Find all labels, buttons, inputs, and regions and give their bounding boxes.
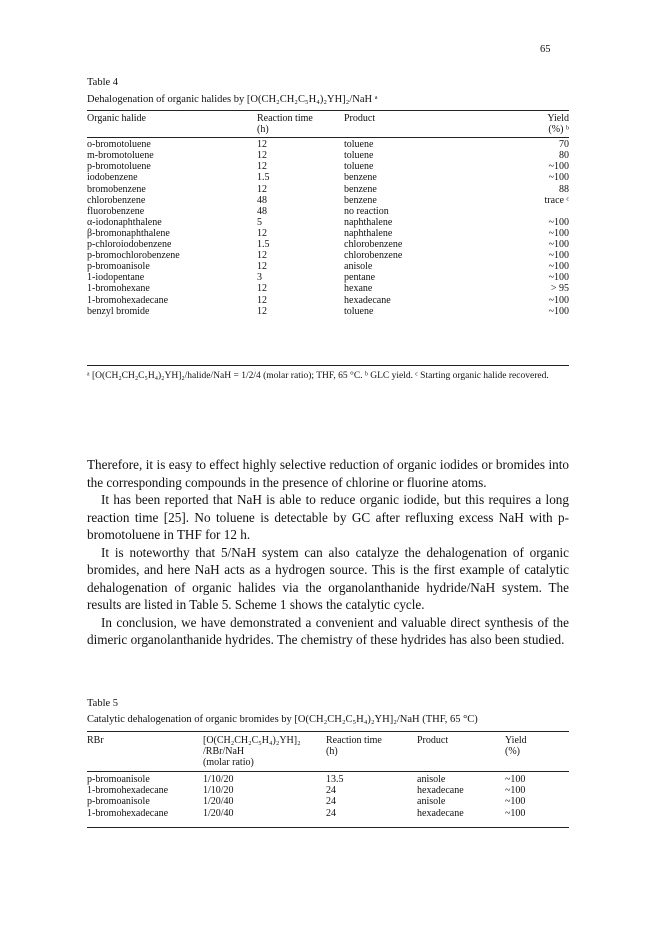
table5-header-time: Reaction time [326, 735, 382, 746]
table5 [87, 735, 569, 819]
body-text [87, 456, 569, 649]
table5-header-time-unit: (h) [326, 746, 338, 758]
table5-title: Catalytic dehalogenation of organic bromides by [O(CH₂CH₂C₅H₄)₂YH]₂/NaH (THF, 65 °C) [87, 714, 478, 725]
table-row: fluorobenzene 48 no reaction [87, 205, 389, 217]
table4-header-units-row [87, 124, 569, 135]
table-row: bromobenzene 12 benzene 88 [87, 183, 569, 195]
paragraph: Therefore, it is easy to effect highly selective reduction of organic iodides or bromides into the corresponding compounds in the presence of chlorine or fluorine atoms. [87, 457, 569, 490]
table5-header-ratio-3: (molar ratio) [203, 757, 254, 769]
paragraph: In conclusion, we have demonstrated a convenient and valuable direct synthesis of the dimeric organolanthanide hydrides. The chemistry of these hydrides has also been studied. [87, 614, 569, 647]
table-row: 1-bromohexadecane 12 hexadecane ~100 [87, 294, 569, 306]
table-row: p-bromotoluene 12 toluene ~100 [87, 161, 569, 173]
table5-header-yield: Yield [505, 735, 527, 746]
table-row: p-bromochlorobenzene 12 chlorobenzene ~100 [87, 250, 569, 262]
table-row: o-bromotoluene 12 toluene 70 [87, 139, 569, 151]
table5-header-rbr: RBr [87, 735, 104, 746]
table5-header-ratio-2: /RBr/NaH [203, 746, 245, 758]
table4-footnote: ᵃ [O(CH₂CH₂C₅H₄)₂YH]₂/halide/NaH = 1/2/4 (molar ratio); THF, 65 °C. ᵇ GLC yield. ᶜ Starting organic halide recovered. [87, 371, 549, 381]
table-row: iodobenzene 1.5 benzene ~100 [87, 172, 569, 184]
table-row: m-bromotoluene 12 toluene 80 [87, 150, 569, 162]
paragraph: It has been reported that NaH is able to reduce organic iodide, but this requires a long reaction time [25]. No toluene is detectable by GC after refluxing excess NaH with p-bromotoluene in THF for 12 h. [87, 492, 569, 542]
table4-title: Dehalogenation of organic halides by [O(CH₂CH₂C₅H₄)₂YH]₂/NaH ᵃ [87, 94, 378, 105]
table5-header-yield-unit: (%) [505, 746, 520, 758]
table4-header-halide: Organic halide [87, 113, 146, 124]
table5-header-row-3 [87, 757, 569, 768]
table5-label: Table 5 [87, 698, 119, 709]
table-row: 1-bromohexadecane 1/20/40 24 hexadecane ~100 [87, 807, 526, 819]
table4-top-rule [87, 110, 569, 111]
paragraph: It is noteworthy that 5/NaH system can also catalyze the dehalogenation of organic bromides, and here NaH acts as a hydrogen source. This is the first example of catalytic dehalogenation of organic halides via the organolanthanide hydride/NaH system. The results are listed in Table 5. Scheme 1 shows the catalytic cycle. [87, 544, 569, 612]
table4-header-yield: Yield [547, 113, 569, 124]
table-row: α-iodonaphthalene 5 naphthalene ~100 [87, 216, 569, 228]
table4-header-product: Product [344, 113, 376, 124]
table5-top-rule [87, 731, 569, 732]
table-row: β-bromonaphthalene 12 naphthalene ~100 [87, 227, 569, 239]
table4-header-rule [87, 137, 569, 138]
table5-bottom-rule [87, 827, 569, 828]
table5-header-row-2 [87, 746, 569, 757]
table4-bottom-rule [87, 365, 569, 366]
table5-header-rule [87, 771, 569, 772]
table4 [87, 113, 569, 317]
table5-header-row [87, 735, 569, 746]
table4-header-row [87, 113, 569, 124]
table-row: 1-bromohexadecane 1/10/20 24 hexadecane ~100 [87, 785, 526, 797]
table5-header-product: Product [417, 735, 449, 746]
table-row: p-bromoanisole 1/20/40 24 anisole ~100 [87, 796, 526, 808]
table5-header-ratio: [O(CH₂CH₂C₅H₄)₂YH]₂ [203, 735, 301, 746]
table-row: p-bromoanisole 1/10/20 13.5 anisole ~100 [87, 774, 526, 786]
table4-label: Table 4 [87, 77, 119, 88]
table4-header-time-unit: (h) [257, 124, 269, 136]
table-row: 1-bromohexane 12 hexane > 95 [87, 283, 569, 295]
table-row: p-bromoanisole 12 anisole ~100 [87, 261, 569, 273]
table-row: benzyl bromide 12 toluene ~100 [87, 305, 569, 317]
table4-header-time: Reaction time [257, 113, 313, 124]
table-row: chlorobenzene 48 benzene trace ᶜ [87, 194, 569, 206]
table4-header-yield-unit: (%) ᵇ [548, 124, 569, 136]
table-row: 1-iodopentane 3 pentane ~100 [87, 272, 569, 284]
table-row: p-chloroiodobenzene 1.5 chlorobenzene ~100 [87, 239, 569, 251]
page-number: 65 [540, 44, 551, 55]
